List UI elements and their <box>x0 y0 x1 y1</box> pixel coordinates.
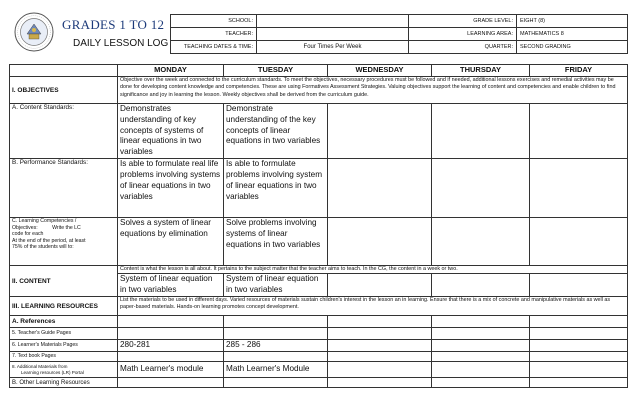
day-thursday: THURSDAY <box>432 65 530 77</box>
teachers-guide-row <box>10 328 628 340</box>
competencies-label-line2: Objectives: Write the LC <box>12 224 81 231</box>
day-friday: FRIDAY <box>530 65 628 77</box>
content-standards-label: A. Content Standards: <box>10 104 118 159</box>
grade-level-label: GRADE LEVEL: <box>409 15 517 28</box>
resources-label: III. LEARNING RESOURCES <box>10 297 118 316</box>
day-monday: MONDAY <box>118 65 224 77</box>
quarter-value: SECOND GRADING <box>517 41 628 54</box>
learners-materials-row <box>10 340 628 352</box>
performance-standards-monday: Is able to formulate real life problems involving systems of linear equations in two variables <box>118 159 224 218</box>
performance-standards-wednesday <box>328 159 432 218</box>
references-row <box>10 316 628 328</box>
teachers-guide-label: 5. Teacher's Guide Pages <box>10 328 118 340</box>
objectives-note: Objective over the week and connected to the curriculum standards. To meet the objectives, necessary procedures must be followed and if needed, additional lessons exercises and remedial activities may be done for developing content knowledge and competencies. These are using Formatives Assessment Strategies. Valuing objectives support the learning of content and competencies and enable children to find significance and joy in learning the lesson. Weekly objectives shall be derived from the curriculum guide. <box>118 77 628 104</box>
performance-standards-tuesday: Is able to formulate problems involving system of linear equations in two variables <box>224 159 328 218</box>
learners-materials-monday: 280-281 <box>118 340 224 352</box>
performance-standards-label: B. Performance Standards: <box>10 159 118 218</box>
content-standards-monday: Demonstrates understanding of key concepts of systems of linear equations in two variables <box>118 104 224 159</box>
content-standards-friday <box>530 104 628 159</box>
quarter-label: QUARTER: <box>409 41 517 54</box>
competencies-row <box>10 218 628 266</box>
competencies-label-line1: C. Learning Competencies / <box>12 218 77 225</box>
competencies-monday: Solves a system of linear equations by elimination <box>118 218 224 266</box>
content-label: II. CONTENT <box>10 266 118 297</box>
performance-standards-friday <box>530 159 628 218</box>
day-wednesday: WEDNESDAY <box>328 65 432 77</box>
competencies-friday <box>530 218 628 266</box>
content-wednesday <box>328 274 432 297</box>
content-standards-wednesday <box>328 104 432 159</box>
day-header-row <box>10 65 628 77</box>
performance-standards-row <box>10 159 628 218</box>
learners-materials-tuesday: 285 - 286 <box>224 340 328 352</box>
content-monday: System of linear equation in two variables <box>118 274 224 297</box>
brand-subtitle: DAILY LESSON LOG <box>73 38 169 49</box>
additional-materials-label-line2: Learning resources (LR) Portal <box>21 369 84 375</box>
references-label: A. References <box>10 316 118 328</box>
content-note-row <box>10 266 628 274</box>
competencies-thursday <box>432 218 530 266</box>
additional-materials-row <box>10 362 628 378</box>
other-resources-label: B. Other Learning Resources <box>10 378 118 388</box>
corner-cell <box>10 65 118 77</box>
content-standards-row <box>10 104 628 159</box>
competencies-label-line5: 75% of the students will to: <box>12 244 74 251</box>
learners-materials-label: 6. Learner's Materials Pages <box>10 340 118 352</box>
performance-standards-thursday <box>432 159 530 218</box>
competencies-wednesday <box>328 218 432 266</box>
resources-note: List the materials to be used in different days. Varied resources of materials sustain children's interest in the lesson an in learning. Ensure that there is a mix of concrete and manipulative materials as well as paper-based materials. Hands-on learning promotes concept development. <box>118 297 628 316</box>
learning-area-value: MATHEMATICS 8 <box>517 28 628 41</box>
grade-level-value: EIGHT (8) <box>517 15 628 28</box>
content-standards-thursday <box>432 104 530 159</box>
content-standards-tuesday: Demonstrate understanding of the key concepts of linear equations in two variables <box>224 104 328 159</box>
brand-title: GRADES 1 TO 12 <box>62 17 165 32</box>
other-resources-row <box>10 378 628 388</box>
learning-area-label: LEARNING AREA: <box>409 28 517 41</box>
objectives-label: I. OBJECTIVES <box>10 77 118 104</box>
additional-materials-label-line1: 8. Additional Materials from <box>12 363 68 369</box>
objectives-row <box>10 77 628 104</box>
textbook-label: 7. Text book Pages <box>10 352 118 362</box>
competencies-label-line4: At the end of the period, at least <box>12 237 86 244</box>
textbook-row <box>10 352 628 362</box>
school-label: SCHOOL: <box>171 15 257 28</box>
school-value <box>257 15 409 28</box>
additional-materials-monday: Math Learner's module <box>118 362 224 378</box>
lesson-table <box>9 64 628 388</box>
teacher-value <box>257 28 409 41</box>
additional-materials-label <box>10 362 118 378</box>
deped-seal-icon <box>14 12 54 52</box>
competencies-tuesday: Solve problems involving systems of linear equations in two variables <box>224 218 328 266</box>
dates-value: Four Times Per Week <box>257 41 409 54</box>
competencies-label <box>10 218 118 266</box>
header-info-table <box>170 14 628 54</box>
content-note: Content is what the lesson is all about. It pertains to the subject matter that the teacher aims to teach. In the CG, the content in a week or two. <box>118 266 628 274</box>
dates-label: TEACHING DATES & TIME: <box>171 41 257 54</box>
day-tuesday: TUESDAY <box>224 65 328 77</box>
additional-materials-tuesday: Math Learner's Module <box>224 362 328 378</box>
teacher-label: TEACHER: <box>171 28 257 41</box>
content-friday <box>530 274 628 297</box>
resources-row <box>10 297 628 316</box>
content-tuesday: System of linear equation in two variables <box>224 274 328 297</box>
content-thursday <box>432 274 530 297</box>
competencies-label-line3: code for each <box>12 231 44 238</box>
